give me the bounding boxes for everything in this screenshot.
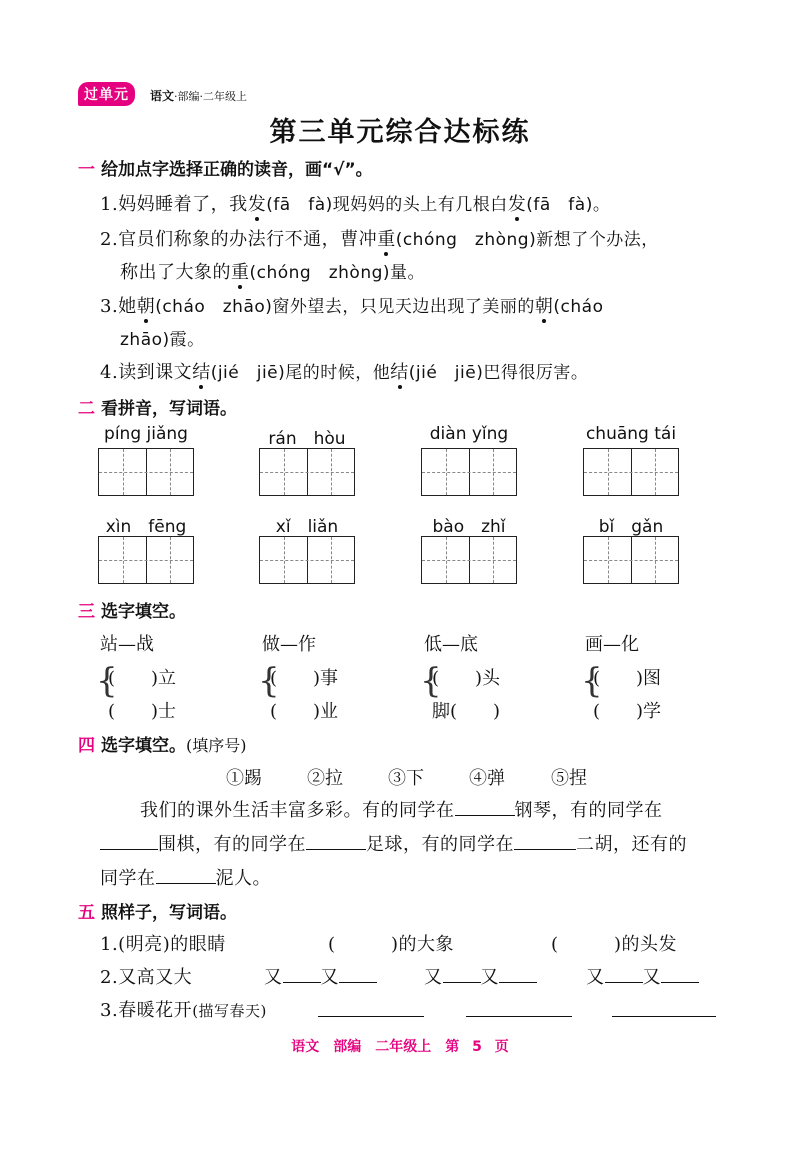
- char-pair: 站—战: [100, 634, 154, 655]
- fill-option[interactable]: ( )图: [593, 668, 662, 689]
- pinyin-label: xǐ liǎn: [275, 517, 339, 537]
- brace-icon: {: [420, 661, 442, 701]
- section-1-heading: [78, 155, 373, 180]
- writing-grid[interactable]: [421, 448, 517, 496]
- section-title: 照样子，写词语。: [101, 903, 237, 923]
- pinyin-label: bào zhǐ: [432, 517, 506, 537]
- fill-option[interactable]: ( )业: [270, 701, 339, 722]
- writing-grid[interactable]: [98, 536, 194, 584]
- section-note: (填序号): [186, 736, 247, 755]
- section-4-heading: [78, 731, 247, 756]
- subject-label: [150, 87, 247, 104]
- passage-line-1: 我们的课外生活丰富多彩。有的同学在 钢琴，有的同学在: [140, 796, 663, 822]
- pinyin-label: diàn yǐng: [429, 424, 509, 444]
- unit-badge: 过单元: [78, 82, 135, 106]
- answer-blank[interactable]: [339, 964, 377, 983]
- fill-phrase[interactable]: ( )的头发: [551, 934, 678, 955]
- section-title: 选字填空。: [101, 602, 186, 622]
- dotted-char: 结: [192, 362, 211, 383]
- section-number: 二: [78, 399, 95, 419]
- answer-blank[interactable]: [455, 797, 515, 816]
- question-1-1: 1.妈妈睡着了，我发(fā fà)现妈妈的头上有几根白发(fā fà)。: [100, 194, 611, 215]
- you-pattern[interactable]: 又 又: [586, 963, 699, 989]
- pinyin-label: rán hòu: [268, 429, 346, 449]
- writing-grid[interactable]: [583, 536, 679, 584]
- passage-line-3: 同学在 泥人。: [100, 864, 271, 890]
- passage-line-2: 围棋，有的同学在 足球，有的同学在 二胡，还有的: [100, 830, 687, 856]
- fill-option[interactable]: ( )立: [108, 668, 177, 689]
- section-number: 一: [78, 160, 95, 180]
- writing-grid[interactable]: [259, 448, 355, 496]
- fill-option[interactable]: ( )事: [270, 668, 339, 689]
- answer-blank[interactable]: [514, 831, 576, 850]
- answer-blank[interactable]: [283, 964, 321, 983]
- question-1-2: 2.官员们称象的办法行不通，曹冲重(chóng zhòng)新想了个办法，: [100, 229, 659, 250]
- char-pair: 画—化: [585, 634, 639, 655]
- section-number: 四: [78, 736, 95, 756]
- pinyin-label: bǐ gǎn: [598, 517, 664, 537]
- section-title: 看拼音，写词语。: [101, 399, 237, 419]
- answer-blank[interactable]: [605, 964, 643, 983]
- answer-blank[interactable]: [306, 831, 366, 850]
- example-1: 1.(明亮)的眼睛: [100, 934, 226, 955]
- answer-blank[interactable]: [612, 998, 716, 1017]
- fill-option[interactable]: ( )学: [593, 701, 662, 722]
- fill-option[interactable]: ( )头: [432, 668, 501, 689]
- you-pattern[interactable]: 又 又: [264, 963, 377, 989]
- example-3: 3.春暖花开(描写春天): [100, 1000, 267, 1021]
- section-2-heading: [78, 394, 237, 419]
- dotted-char: 重: [377, 229, 396, 250]
- choice-4: ④弹: [469, 768, 505, 789]
- dotted-char: 发: [247, 194, 267, 215]
- question-1-3-cont: zhāo)霞。: [120, 330, 205, 350]
- answer-blank[interactable]: [318, 998, 424, 1017]
- fill-option[interactable]: ( )士: [108, 701, 177, 722]
- pinyin-label: chuāng tái: [585, 424, 677, 444]
- fill-option[interactable]: 脚( ): [432, 701, 501, 722]
- writing-grid[interactable]: [583, 448, 679, 496]
- writing-grid[interactable]: [259, 536, 355, 584]
- subject-name: 语文: [150, 89, 175, 103]
- section-title: 给加点字选择正确的读音，画“√”。: [101, 160, 373, 180]
- section-title: 选字填空。: [101, 736, 186, 756]
- dotted-char: 发: [507, 194, 527, 215]
- you-pattern[interactable]: 又 又: [424, 963, 537, 989]
- question-1-3: 3.她朝(cháo zhāo)窗外望去，只见天边出现了美丽的朝(cháo: [100, 296, 604, 317]
- writing-grid[interactable]: [98, 448, 194, 496]
- answer-blank[interactable]: [156, 865, 216, 884]
- answer-blank[interactable]: [661, 964, 699, 983]
- answer-blank[interactable]: [443, 964, 481, 983]
- page-title: 第三单元综合达标练: [269, 117, 531, 148]
- writing-grid[interactable]: [421, 536, 517, 584]
- section-3-heading: [78, 597, 186, 622]
- answer-blank[interactable]: [466, 998, 572, 1017]
- section-5-heading: [78, 898, 237, 923]
- question-1-2-cont: 称出了大象的重(chóng zhòng)量。: [120, 262, 426, 283]
- question-1-4: 4.读到课文结(jié jiē)尾的时候，他结(jié jiē)巴得很厉害。: [100, 362, 589, 383]
- dotted-char: 朝: [136, 296, 156, 317]
- char-pair: 做—作: [262, 634, 316, 655]
- dotted-char: 重: [231, 262, 250, 283]
- answer-blank[interactable]: [100, 831, 158, 850]
- dotted-char: 结: [390, 362, 409, 383]
- choice-1: ①踢: [226, 768, 262, 789]
- fill-phrase[interactable]: ( )的大象: [328, 934, 455, 955]
- choice-5: ⑤捏: [551, 768, 587, 789]
- section-number: 三: [78, 602, 95, 622]
- answer-blank[interactable]: [499, 964, 537, 983]
- brace-icon: {: [581, 661, 603, 701]
- subject-detail: ·部编·二年级上: [174, 90, 248, 103]
- char-pair: 低—底: [424, 634, 478, 655]
- brace-icon: {: [96, 661, 118, 701]
- choice-2: ②拉: [307, 768, 343, 789]
- dotted-char: 朝: [534, 296, 554, 317]
- brace-icon: {: [258, 661, 280, 701]
- example-2: 2.又高又大: [100, 967, 193, 988]
- pinyin-label: píng jiǎng: [104, 424, 188, 444]
- section-number: 五: [78, 903, 95, 923]
- pinyin-label: xìn fēng: [105, 517, 187, 537]
- page-footer: 语文 部编 二年级上 第 5 页: [291, 1039, 509, 1055]
- choice-3: ③下: [388, 768, 424, 789]
